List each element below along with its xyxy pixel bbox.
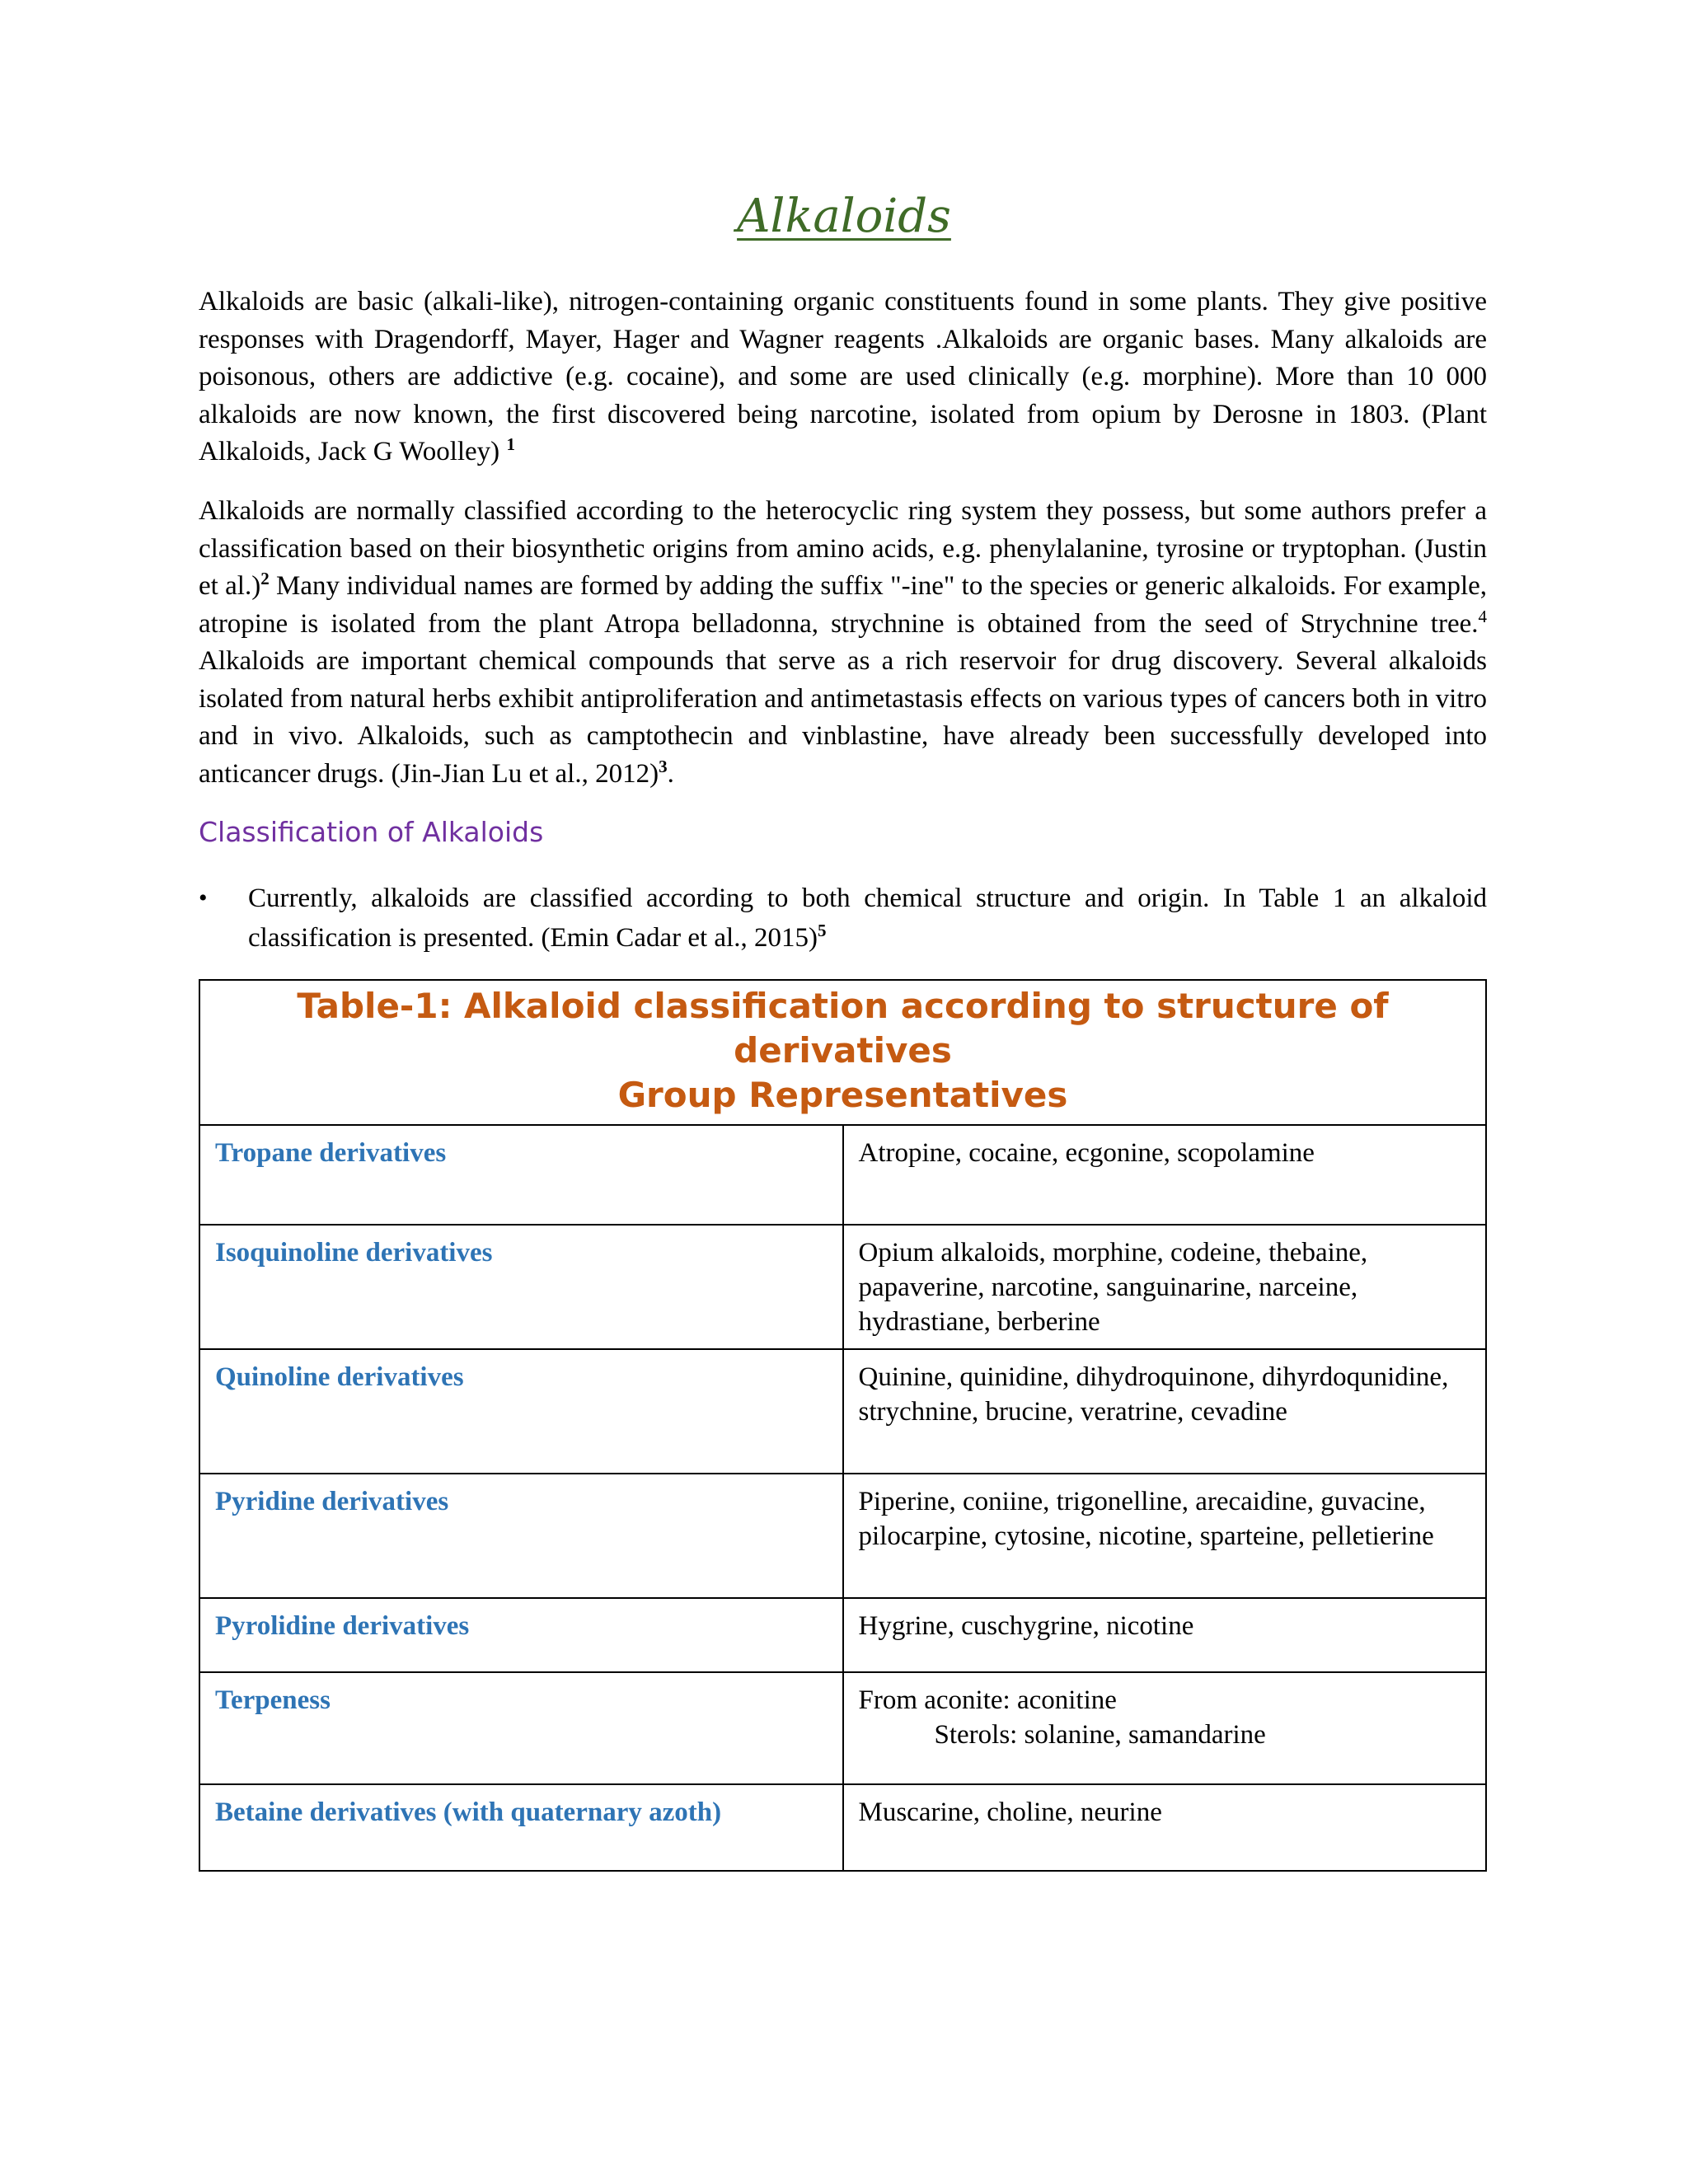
representatives-line2: Sterols: solanine, samandarine — [934, 1720, 1266, 1750]
page-title: Alkaloids — [737, 190, 951, 243]
representatives-cell: Atropine, cocaine, ecgonine, scopolamine — [843, 1125, 1487, 1225]
representatives-cell: Quinine, quinidine, dihydroquinone, dihyrdoqunidine, strychnine, brucine, veratrine, cevadine — [843, 1349, 1487, 1474]
intro-paragraph-text: Alkaloids are basic (alkali-like), nitrogen-containing organic constituents found in some plants. They give positive responses with Dragendorff, Mayer, Hager and Wagner reagents .Alkaloids are organic bases. Many alkaloids are poisonous, others are addictive (e.g. cocaine), and some are used clinically (e.g. morphine). More than 10 000 alkaloids are now known, the first discovered being narcotine, isolated from opium by Derosne in 1803. (Plant Alkaloids, Jack G Woolley) — [199, 287, 1487, 466]
paragraph-text-part3: Alkaloids are important chemical compounds that serve as a rich reservoir for drug discovery. Several alkaloids isolated from natural herbs exhibit antiproliferation and antimetastasis effects on various types of cancers both in vitro and in vivo. Alkaloids, such as camptothecin and vinblastine, have already been successfully developed into anticancer drugs. (Jin-Jian Lu et al., 2012) — [199, 646, 1487, 789]
group-cell: Betaine derivatives (with quaternary azoth) — [199, 1784, 843, 1871]
paragraph-text-part1: Alkaloids are normally classified according to the heterocyclic ring system they possess, but some authors prefer a classification based on their biosynthetic origins from amino acids, e.g. phenylalanine, tyrosine or tryptophan. (Justin et al.) — [199, 496, 1487, 601]
table-row — [199, 1125, 1486, 1225]
group-cell: Terpeness — [199, 1672, 843, 1784]
table-caption — [199, 980, 1486, 1125]
group-cell: Isoquinoline derivatives — [199, 1225, 843, 1349]
table-row — [199, 1672, 1486, 1784]
paragraph-text-part2: Many individual names are formed by adding the suffix "-ine" to the species or generic alkaloids. For example, atropine is isolated from the plant Atropa belladonna, strychnine is obtained from the seed of Strychnine tree. — [199, 571, 1488, 639]
representatives-cell: Opium alkaloids, morphine, codeine, thebaine, papaverine, narcotine, sanguinarine, narceine, hydrastiane, berberine — [843, 1225, 1487, 1349]
table-row — [199, 1349, 1486, 1474]
representatives-cell: Piperine, coniine, trigonelline, arecaidine, guvacine, pilocarpine, cytosine, nicotine, sparteine, pelletierine — [843, 1474, 1487, 1598]
alkaloid-classification-table — [199, 979, 1487, 1872]
group-cell: Pyridine derivatives — [199, 1474, 843, 1598]
classification-paragraph — [199, 493, 1487, 793]
representatives-cell: Muscarine, choline, neurine — [843, 1784, 1487, 1871]
group-cell: Tropane derivatives — [199, 1125, 843, 1225]
reference-marker: 5 — [817, 921, 827, 940]
section-heading: Classification of Alkaloids — [199, 816, 544, 848]
bullet-text-body: Currently, alkaloids are classified according to both chemical structure and origin. In Table 1 an alkaloid classification is presented. (Emin Cadar et al., 2015) — [248, 883, 1487, 953]
table-caption-row — [199, 980, 1486, 1125]
table-row — [199, 1598, 1486, 1672]
table-row — [199, 1225, 1486, 1349]
table-caption-line2: Group Representatives — [617, 1075, 1068, 1115]
intro-paragraph — [199, 284, 1487, 471]
group-cell: Quinoline derivatives — [199, 1349, 843, 1474]
representatives-cell: Hygrine, cuschygrine, nicotine — [843, 1598, 1487, 1672]
representatives-line1: From aconite: aconitine — [858, 1685, 1117, 1715]
bullet-list-item — [199, 879, 1487, 958]
table-caption-line1: Table-1: Alkaloid classification according to structure of derivatives — [297, 986, 1389, 1071]
reference-marker: 3 — [659, 756, 668, 776]
reference-marker: 1 — [506, 434, 515, 454]
bullet-text — [248, 879, 1487, 958]
representatives-cell — [843, 1672, 1487, 1784]
paragraph-end: . — [667, 758, 674, 789]
bullet-icon: • — [199, 884, 208, 912]
reference-marker: 4 — [1478, 606, 1487, 626]
table-row — [199, 1784, 1486, 1871]
table-row — [199, 1474, 1486, 1598]
reference-marker: 2 — [260, 569, 270, 588]
group-cell: Pyrolidine derivatives — [199, 1598, 843, 1672]
